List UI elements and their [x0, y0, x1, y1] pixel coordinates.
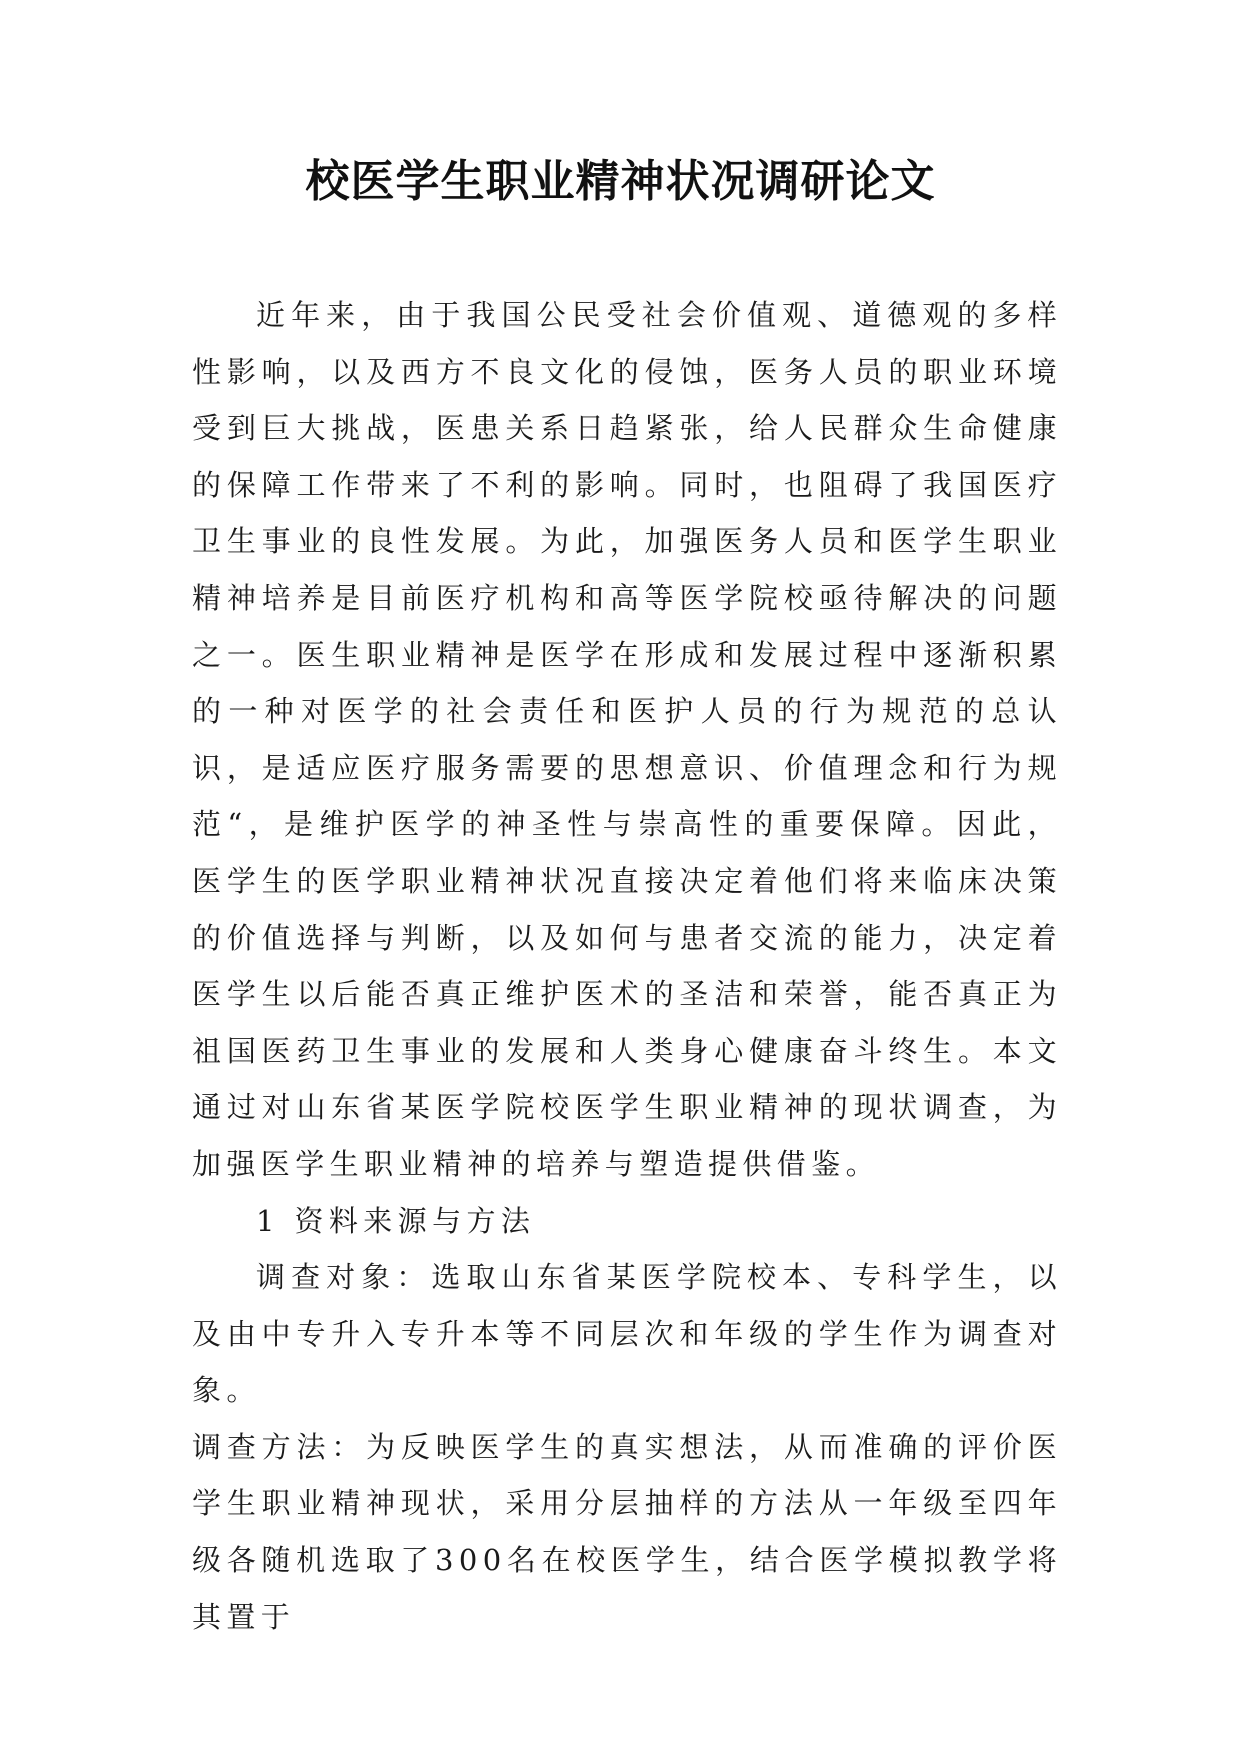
document-body — [192, 287, 1062, 1645]
section-heading: 1 资料来源与方法 — [256, 1203, 536, 1238]
method-paragraph: 调查方法：为反映医学生的真实想法，从而准确的评价医学生职业精神现状，采用分层抽样的方法从一年级至四年级各随机选取了300名在校医学生，结合医学模拟教学将其置于 — [192, 1429, 1062, 1634]
document-title: 校医学生职业精神状况调研论文 — [305, 156, 936, 207]
intro-paragraph: 近年来，由于我国公民受社会价值观、道德观的多样性影响，以及西方不良文化的侵蚀，医务人员的职业环境受到巨大挑战，医患关系日趋紧张，给人民群众生命健康的保障工作带来了不利的影响。同时，也阻碍了我国医疗卫生事业的良性发展。为此，加强医务人员和医学生职业精神培养是目前医疗机构和高等医学院校亟待解决的问题之一。医生职业精神是医学在形成和发展过程中逐渐积累的一种对医学的社会责任和医护人员的行为规范的总认识，是适应医疗服务需要的思想意识、价值理念和行为规范“，是维护医学的神圣性与崇高性的重要保障。因此，医学生的医学职业精神状况直接决定着他们将来临床决策的价值选择与判断，以及如何与患者交流的能力，决定着医学生以后能否真正维护医术的圣洁和荣誉，能否真正为祖国医药卫生事业的发展和人类身心健康奋斗终生。本文通过对山东省某医学院校医学生职业精神的现状调查，为加强医学生职业精神的培养与塑造提供借鉴。 — [192, 298, 1062, 1181]
subjects-paragraph: 调查对象：选取山东省某医学院校本、专科学生，以及由中专升入专升本等不同层次和年级的学生作为调查对象。 — [192, 1260, 1062, 1408]
